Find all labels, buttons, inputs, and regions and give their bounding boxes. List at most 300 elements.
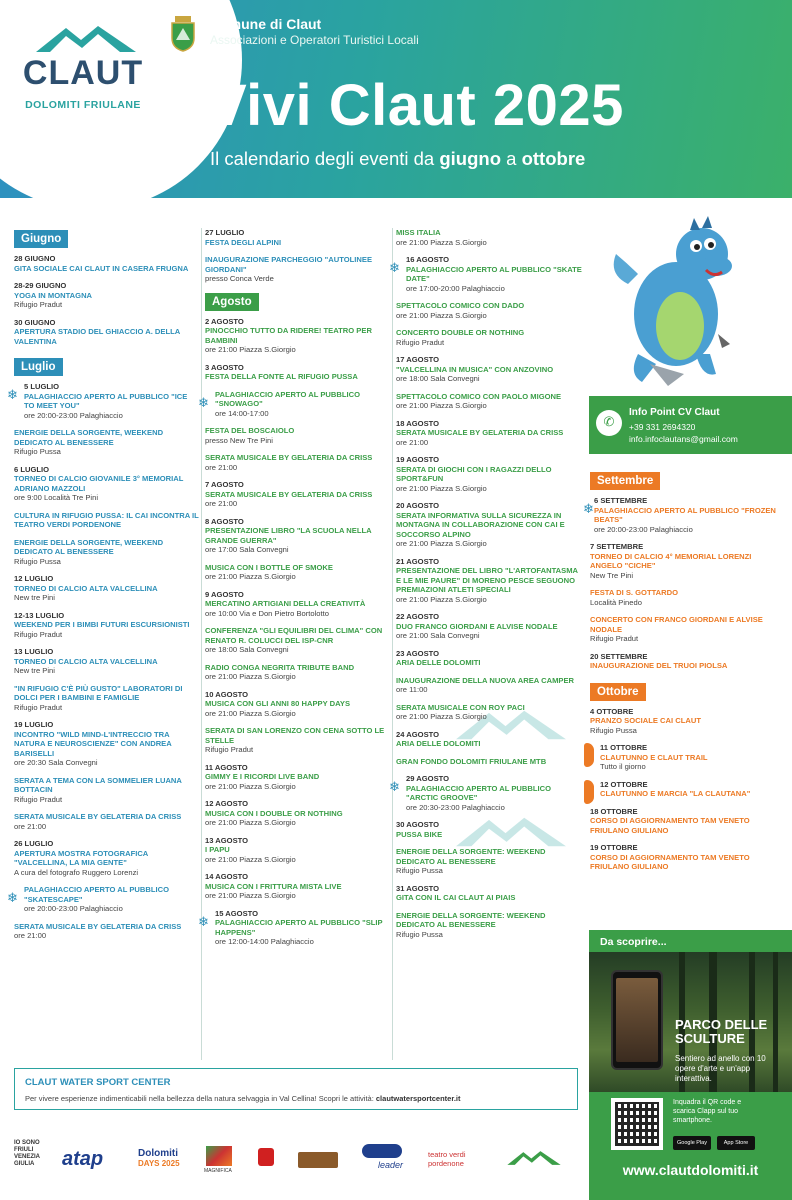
atap-logo: atap (62, 1148, 104, 1170)
event-title: MISS ITALIA (396, 228, 441, 237)
event-date: 30 AGOSTO (396, 820, 440, 829)
event-item (198, 389, 390, 419)
event-item (14, 776, 199, 805)
event-date: 19 AGOSTO (396, 455, 440, 464)
event-title: TORNEO DI CALCIO ALTA VALCELLINA (14, 583, 158, 593)
event-item (396, 884, 584, 903)
event-title: GIMMY E I RICORDI LIVE BAND (205, 772, 320, 781)
dolomiti-days-logo (138, 1148, 180, 1168)
event-title: PALAGHIACCIO APERTO AL PUBBLICO "SNOWAGO" (215, 389, 360, 408)
event-item (396, 820, 584, 839)
event-location: presso Conca Verde (205, 274, 274, 283)
event-date: 7 SETTEMBRE (590, 542, 644, 551)
event-title: INAUGURAZIONE DEL TRUOI PIOLSA (590, 661, 728, 670)
water-sport-title: CLAUT WATER SPORT CENTER (25, 1077, 171, 1088)
event-item (396, 455, 584, 493)
event-location: Rifugio Pradut (14, 629, 63, 639)
event-title: "IN RIFUGIO C'È PIÙ GUSTO" LABORATORI DI DOLCI PER I BAMBINI E FAMIGLIE (14, 683, 183, 702)
event-date: 31 AGOSTO (396, 883, 440, 893)
event-date: 15 AGOSTO (215, 908, 259, 918)
events-agosto (198, 316, 390, 947)
event-title: TORNEO DI CALCIO ALTA VALCELLINA (14, 656, 158, 666)
event-location: New tre Pini (14, 593, 55, 602)
month-header-agosto: Agosto (205, 293, 259, 311)
event-location: ore 20:00-23:00 Palaghiaccio (24, 410, 123, 420)
event-title: SERATA DI SAN LORENZO CON CENA SOTTO LE STELLE (205, 726, 385, 745)
event-item (590, 588, 780, 607)
column-divider (201, 228, 202, 1060)
event-item (590, 780, 780, 799)
event-item (590, 807, 780, 836)
event-date: 16 AGOSTO (406, 255, 450, 264)
event-location: ore 20:30 Sala Convegni (14, 758, 98, 767)
event-title: ENERGIE DELLA SORGENTE: WEEKEND DEDICATO AL BENESSERE (396, 910, 546, 929)
event-item (205, 363, 390, 382)
event-item (198, 908, 390, 947)
leader-logo: leader (378, 1160, 404, 1170)
event-location: New tre Pini (14, 666, 55, 675)
logo-wordmark: CLAUT (22, 54, 144, 92)
event-item (14, 318, 199, 347)
snowflake-icon: ❄ (198, 394, 209, 410)
event-location: A cura del fotografo Ruggero Lorenzi (14, 867, 139, 877)
water-sport-link[interactable]: clautwatersportcenter.it (375, 1094, 461, 1103)
event-item (590, 707, 780, 736)
event-item (590, 652, 780, 671)
event-location: Rifugio Pussa (14, 447, 61, 456)
event-item (205, 626, 390, 655)
event-title: CULTURA IN RIFUGIO PUSSA: IL CAI INCONTRA IL TEATRO VERDI PORDENONE (14, 510, 199, 529)
event-item (205, 690, 390, 719)
column-1 (7, 228, 199, 949)
event-date: 18 OTTOBRE (590, 806, 638, 816)
event-item (396, 911, 584, 940)
event-item (205, 228, 390, 247)
event-location: ore 21:00 Piazza S.Giorgio (396, 310, 487, 320)
event-item (205, 726, 390, 755)
event-date: 11 OTTOBRE (600, 743, 648, 752)
event-date: 7 AGOSTO (205, 480, 244, 489)
event-item (205, 872, 390, 901)
event-title: SERATA MUSICALE BY GELATERIA DA CRISS (396, 428, 564, 437)
events-giugno (14, 254, 199, 346)
event-title: CLAUTUNNO E MARCIA "LA CLAUTANA" (600, 789, 751, 798)
event-location: Rifugio Pussa (14, 556, 61, 566)
water-sport-box (14, 1068, 578, 1110)
event-title: PALAGHIACCIO APERTO AL PUBBLICO "FROZEN BEATS" (594, 505, 776, 524)
event-date: 19 LUGLIO (14, 720, 54, 729)
event-title: ARIA DELLE DOLOMITI (396, 658, 481, 667)
event-item (14, 839, 199, 877)
event-location: ore 14:00-17:00 (215, 408, 269, 418)
snowflake-icon: ❄ (7, 387, 18, 402)
event-title: PRESENTAZIONE DEL LIBRO "L'ARTOFANTASMA E LE MIE PAURE" DI MORENO PESCE SEGUONO PREMIAZIONI ATLETI SPECIALI (396, 566, 578, 594)
whatsapp-icon: ✆ (596, 410, 622, 436)
event-location: ore 21:00 Piazza S.Giorgio (396, 401, 487, 410)
event-item (396, 703, 584, 722)
info-point-email[interactable]: info.infoclautans@gmail.com (629, 434, 738, 444)
event-title: MERCATINO ARTIGIANI DELLA CREATIVITÀ (205, 599, 366, 608)
event-date: 3 AGOSTO (205, 362, 244, 372)
event-item (14, 254, 199, 273)
event-item (205, 255, 390, 284)
event-item (14, 720, 199, 768)
event-item (205, 426, 390, 445)
hunter-logo-icon (298, 1152, 338, 1168)
month-header-giugno: Giugno (14, 230, 68, 248)
dolomiti-days-word: DAYS (138, 1159, 160, 1168)
subtitle-text: a (501, 148, 522, 169)
event-date: 12 OTTOBRE (600, 779, 648, 789)
event-date: 28-29 GIUGNO (14, 281, 67, 290)
event-title: WEEKEND PER I BIMBI FUTURI ESCURSIONISTI (14, 620, 190, 629)
event-title: MUSICA CON I BOTTLE OF SMOKE (205, 562, 333, 572)
event-item (14, 684, 199, 713)
event-title: PALAGHIACCIO APERTO AL PUBBLICO "ICE TO MEET YOU" (24, 391, 188, 410)
event-date: 6 SETTEMBRE (594, 496, 648, 505)
event-item (396, 612, 584, 641)
event-date: 30 GIUGNO (14, 317, 56, 327)
event-title: PALAGHIACCIO APERTO AL PUBBLICO "SLIP HAPPENS" (215, 918, 383, 937)
event-date: 24 AGOSTO (396, 729, 440, 739)
event-date: 20 SETTEMBRE (590, 651, 648, 661)
event-location: Rifugio Pussa (396, 929, 443, 939)
event-location: ore 21:00 Piazza S.Giorgio (205, 345, 296, 354)
event-title: TORNEO DI CALCIO 4° MEMORIAL LORENZI ANGELO "CICHE" (590, 551, 752, 570)
event-item (396, 392, 584, 411)
event-date: 14 AGOSTO (205, 872, 249, 881)
event-item (205, 799, 390, 828)
event-title: YOGA IN MONTAGNA (14, 290, 93, 300)
events-luglio-cont (205, 228, 390, 284)
event-title: SERATA MUSICALE BY GELATERIA DA CRISS (205, 453, 373, 462)
event-date: 28 GIUGNO (14, 254, 56, 263)
event-location: ore 9:00 Località Tre Pini (14, 493, 99, 502)
event-date: 13 LUGLIO (14, 647, 54, 656)
event-location: ore 21:00 Piazza S.Giorgio (205, 818, 296, 827)
event-title: PALAGHIACCIO APERTO AL PUBBLICO "SKATE DATE" (406, 264, 582, 283)
mountain-logo-icon (506, 1150, 562, 1166)
event-item (396, 228, 584, 247)
event-title: CONFERENZA "GLI EQUILIBRI DEL CLIMA" CON RENATO R. COLUCCI DEL ISP-CNR (205, 626, 383, 645)
promo-heading-line: SCULTURE (675, 1031, 745, 1046)
event-location: ore 21:00 Sala Convegni (396, 631, 480, 640)
event-location: ore 21:00 (205, 499, 238, 508)
event-location: ore 21:00 (14, 821, 47, 831)
event-title: PUSSA BIKE (396, 829, 443, 839)
event-item (583, 496, 780, 534)
event-title: SERATA MUSICALE BY GELATERIA DA CRISS (14, 921, 182, 931)
event-date: 20 AGOSTO (396, 501, 440, 510)
event-title: SERATA A TEMA CON LA SOMMELIER LUANA BOTTACIN (14, 775, 182, 794)
event-location: ore 21:00 Piazza S.Giorgio (205, 891, 296, 900)
snowflake-icon: ❄ (198, 913, 209, 929)
event-location: ore 10:00 Via e Don Pietro Bortolotto (205, 608, 329, 618)
event-location: ore 21:00 (205, 462, 238, 472)
event-title: INCONTRO "WILD MIND-L'INTRECCIO TRA NATURA E NEUROSCIENZE" CON ANDREA BARISELLI (14, 729, 172, 758)
mountain-logo-icon (36, 24, 136, 54)
event-title: CONCERTO DOUBLE OR NOTHING (396, 328, 525, 337)
event-date: 23 AGOSTO (396, 648, 440, 658)
events-ottobre (590, 707, 780, 872)
event-title: MUSICA CON GLI ANNI 80 HAPPY DAYS (205, 699, 351, 708)
event-title: CLAUTUNNO E CLAUT TRAIL (600, 752, 708, 762)
event-location: ore 21:00 Piazza S.Giorgio (205, 672, 296, 681)
header-banner (0, 0, 792, 198)
event-title: APERTURA STADIO DEL GHIACCIO A. DELLA VALENTINA (14, 327, 180, 346)
event-title: APERTURA MOSTRA FOTOGRAFICA "VALCELLINA, LA MIA GENTE" (14, 848, 149, 867)
website-url[interactable]: www.clautdolomiti.it (622, 1162, 759, 1178)
event-item (205, 317, 390, 355)
event-title: SPETTACOLO COMICO CON PAOLO MIGONE (396, 391, 562, 401)
event-title: ARIA DELLE DOLOMITI (396, 739, 481, 748)
fvg-logo-line: IO SONO (14, 1140, 40, 1146)
event-item (389, 255, 584, 293)
event-title: PINOCCHIO TUTTO DA RIDERE! TEATRO PER BAMBINI (205, 326, 372, 345)
event-item (396, 730, 584, 749)
event-location: ore 21:00 Piazza S.Giorgio (205, 572, 296, 581)
event-title: GITA CON IL CAI CLAUT AI PIAIS (396, 893, 516, 902)
events-settembre (583, 496, 780, 671)
event-date: 12-13 LUGLIO (14, 610, 65, 620)
month-header-settembre: Settembre (590, 472, 660, 490)
event-item (14, 538, 199, 567)
event-title: I PAPU (205, 845, 230, 854)
event-item (14, 922, 199, 941)
fvg-logo-line: VENEZIA (14, 1154, 41, 1160)
event-item (205, 763, 390, 792)
event-location: ore 17:00 Sala Convegni (205, 545, 289, 554)
event-title: ENERGIE DELLA SORGENTE, WEEKEND DEDICATO AL BENESSERE (14, 537, 164, 556)
subtitle-end-month: ottobre (521, 148, 586, 169)
logo-subtitle: DOLOMITI FRIULANE (25, 99, 141, 111)
water-sport-description: Per vivere esperienze indimenticabili nella bellezza della natura selvaggia in Val Cellina! Scopri le attività: (25, 1094, 376, 1103)
event-location: Località Pinedo (590, 597, 642, 607)
event-title: FESTA DEL BOSCAIOLO (205, 426, 295, 435)
magnifica-label: MAGNIFICA (204, 1168, 232, 1174)
event-title: SERATA DI GIOCHI CON I RAGAZZI DELLO SPORT&FUN (396, 464, 552, 483)
event-date: 21 AGOSTO (396, 556, 440, 566)
event-location: ore 18:00 Sala Convegni (205, 645, 289, 654)
event-title: INAUGURAZIONE PARCHEGGIO "AUTOLINEE GIORDANI" (205, 255, 373, 274)
event-location: ore 20:00-23:00 Palaghiaccio (594, 524, 693, 534)
event-date: 29 AGOSTO (406, 774, 450, 783)
event-location: ore 21:00 Piazza S.Giorgio (205, 781, 296, 791)
page-title: Vivi Claut 2025 (208, 73, 624, 138)
event-item (396, 757, 584, 767)
event-date: 11 AGOSTO (205, 762, 248, 772)
event-item (396, 355, 584, 384)
event-title: MUSICA CON I DOUBLE OR NOTHING (205, 808, 343, 818)
column-2 (198, 228, 390, 955)
qr-instructions: Inquadra il QR code e scarica Clapp sul tuo smartphone. (673, 1099, 742, 1124)
dolomiti-days-year: 2025 (161, 1159, 180, 1168)
event-location: ore 11:00 (396, 685, 428, 694)
leaf-flag-icon (584, 743, 594, 767)
event-location: Rifugio Pradut (14, 300, 63, 309)
subtitle-start-month: giugno (439, 148, 502, 169)
event-item (396, 847, 584, 876)
column-divider (392, 228, 393, 1060)
event-title: SERATA MUSICALE BY GELATERIA DA CRISS (14, 812, 182, 821)
partner-logos (0, 1126, 589, 1200)
event-location: Rifugio Pussa (396, 866, 443, 875)
promo-heading (675, 1018, 767, 1046)
event-date: 19 OTTOBRE (590, 843, 638, 852)
event-location: Tutto il giorno (600, 762, 646, 771)
comune-crest-icon (170, 16, 196, 52)
dragon-mascot-illustration (598, 214, 746, 394)
event-title: FESTA DELLA FONTE AL RIFUGIO PUSSA (205, 372, 358, 381)
event-item (14, 465, 199, 503)
event-location: Rifugio Pradut (14, 794, 63, 804)
event-location: ore 21:00 Piazza S.Giorgio (396, 539, 487, 548)
leaf-flag-icon (584, 780, 594, 804)
event-title: DUO FRANCO GIORDANI E ALVISE NODALE (396, 621, 558, 631)
event-date: 5 LUGLIO (24, 382, 60, 391)
promo-parco-sculture (589, 930, 792, 1200)
event-location: ore 21:00 Piazza S.Giorgio (205, 708, 296, 718)
phone-screen (616, 978, 658, 1062)
info-point-phone[interactable]: +39 331 2694320 (629, 422, 696, 432)
month-header-ottobre: Ottobre (590, 683, 646, 701)
event-location: ore 21:00 Piazza S.Giorgio (396, 483, 487, 493)
snowflake-icon: ❄ (389, 260, 400, 275)
info-point-title: Info Point CV Claut (629, 407, 720, 418)
fvg-logo-line: GIULIA (14, 1161, 35, 1167)
google-play-badge[interactable]: Google Play (673, 1136, 711, 1150)
info-point-box (589, 396, 792, 454)
event-title: GRAN FONDO DOLOMITI FRIULANE MTB (396, 756, 547, 766)
snowflake-icon: ❄ (583, 501, 594, 516)
teatro-verdi-line: teatro verdi (428, 1150, 466, 1159)
leader-logo-icon (362, 1144, 402, 1158)
event-title: INAUGURAZIONE DELLA NUOVA AREA CAMPER (396, 675, 575, 685)
event-location: Rifugio Pussa (590, 725, 637, 735)
event-item (14, 428, 199, 457)
event-date: 4 OTTOBRE (590, 706, 634, 716)
event-item (7, 382, 199, 420)
events-luglio (7, 382, 199, 941)
event-title: SERATA MUSICALE CON ROY PACI (396, 702, 525, 712)
red-badge-logo-icon (258, 1148, 274, 1166)
event-item (14, 281, 199, 310)
event-item (396, 557, 584, 605)
org-title: Comune di Claut (210, 16, 322, 32)
org-subtitle: Associazioni e Operatori Turistici Locali (210, 33, 419, 47)
event-item (14, 611, 199, 640)
event-date: 22 AGOSTO (396, 612, 440, 621)
event-title: SPETTACOLO COMICO CON DADO (396, 301, 525, 310)
event-title: CORSO DI AGGIORNAMENTO TAM VENETO FRIULANO GIULIANO (590, 852, 750, 871)
snowflake-icon: ❄ (7, 890, 18, 905)
month-header-luglio: Luglio (14, 358, 63, 376)
dolomiti-days-line (138, 1159, 180, 1168)
event-location: ore 18:00 Sala Convegni (396, 374, 480, 383)
event-title: PALAGHIACCIO APERTO AL PUBBLICO "SKATESCAPE" (24, 885, 169, 904)
event-location: ore 21:00 Piazza S.Giorgio (396, 594, 487, 604)
event-date: 8 AGOSTO (205, 516, 244, 526)
event-title: ENERGIE DELLA SORGENTE: WEEKEND DEDICATO AL BENESSERE (396, 847, 546, 866)
event-location: ore 21:00 Piazza S.Giorgio (205, 854, 296, 864)
events-agosto-cont (389, 228, 584, 939)
event-location: Rifugio Pradut (590, 634, 639, 643)
event-item (396, 419, 584, 448)
event-location: ore 20:30-23:00 Palaghiaccio (406, 802, 505, 812)
event-title: CONCERTO CON FRANCO GIORDANI E ALVISE NODALE (590, 615, 763, 634)
promo-description: Sentiero ad anello con 10 opere d'arte e un'app interattiva. (675, 1054, 766, 1083)
event-title: RADIO CONGA NEGRITA TRIBUTE BAND (205, 662, 355, 672)
event-item (396, 328, 584, 347)
event-location: ore 17:00-20:00 Palaghiaccio (406, 283, 505, 293)
event-item (14, 812, 199, 831)
event-date: 6 LUGLIO (14, 464, 50, 474)
event-title: MUSICA CON I FRITTURA MISTA LIVE (205, 881, 342, 891)
event-title: PRESENTAZIONE LIBRO "LA SCUOLA NELLA GRANDE GUERRA" (205, 526, 372, 545)
event-item (7, 885, 199, 914)
event-date: 17 AGOSTO (396, 355, 440, 364)
event-item (205, 453, 390, 472)
event-location: Rifugio Pradut (396, 337, 445, 347)
event-title: "VALCELLINA IN MUSICA" CON ANZOVINO (396, 364, 554, 374)
event-location: ore 12:00-14:00 Palaghiaccio (215, 937, 314, 946)
event-location: New Tre Pini (590, 570, 634, 580)
event-location: Rifugio Pradut (205, 745, 254, 754)
event-location: ore 20:00-23:00 Palaghiaccio (24, 904, 123, 913)
event-title: SERATA INFORMATIVA SULLA SICUREZZA IN MONTAGNA IN COLLABORAZIONE CON CAI E SOCCORSO ALPINO (396, 510, 565, 539)
event-item (205, 517, 390, 555)
event-item (14, 511, 199, 530)
teatro-verdi-line: pordenone (428, 1159, 464, 1168)
snowflake-icon: ❄ (389, 779, 400, 794)
column-3 (389, 228, 584, 947)
event-item (590, 743, 780, 772)
event-date: 10 AGOSTO (205, 689, 249, 699)
event-item (590, 843, 780, 872)
event-location: Rifugio Pradut (14, 702, 63, 712)
event-item (205, 563, 390, 582)
event-item (205, 590, 390, 619)
event-item (389, 774, 584, 812)
page-subtitle (210, 148, 585, 170)
qr-pattern (615, 1102, 659, 1146)
event-location: presso New Tre Pini (205, 435, 273, 445)
smartphone-image (611, 970, 663, 1070)
event-item (590, 542, 780, 580)
event-location: ore 21:00 (14, 931, 47, 940)
qr-code[interactable] (611, 1098, 663, 1150)
event-title: TORNEO DI CALCIO GIOVANILE 3° MEMORIAL ADRIANO MAZZOLI (14, 474, 184, 493)
event-item (396, 501, 584, 549)
event-date: 2 AGOSTO (205, 316, 244, 326)
app-store-badge[interactable]: App Store (717, 1136, 755, 1150)
event-date: 26 LUGLIO (14, 839, 54, 848)
event-item (205, 480, 390, 509)
event-item (396, 301, 584, 320)
event-title: PRANZO SOCIALE CAI CLAUT (590, 716, 701, 725)
event-item (590, 615, 780, 644)
event-title: FESTA DI S. GOTTARDO (590, 588, 679, 597)
event-date: 12 AGOSTO (205, 799, 249, 808)
event-item (14, 647, 199, 676)
event-date: 13 AGOSTO (205, 835, 249, 845)
promo-label: Da scoprire... (600, 936, 667, 948)
event-location: ore 21:00 Piazza S.Giorgio (396, 237, 487, 247)
event-item (205, 663, 390, 682)
promo-heading-line: PARCO DELLE (675, 1017, 768, 1032)
event-item (396, 676, 584, 695)
dolomiti-days-line: Dolomiti (138, 1148, 178, 1159)
